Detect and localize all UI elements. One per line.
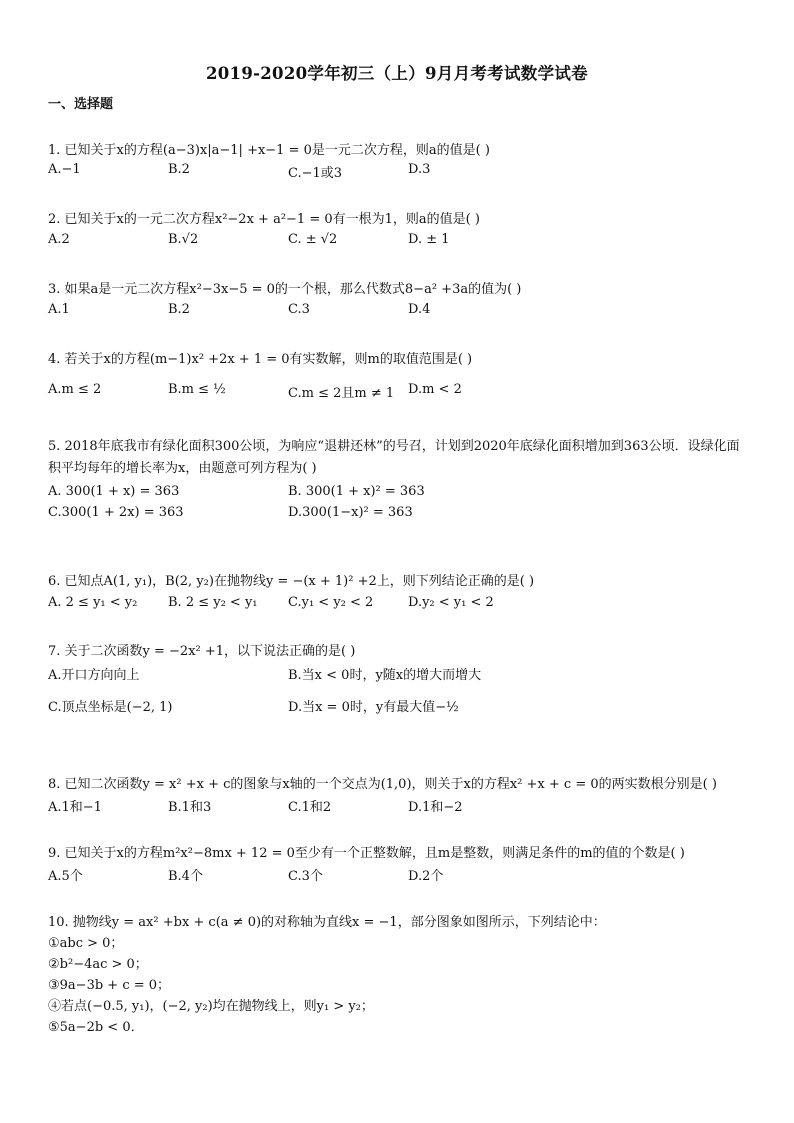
question-8-option-b: B.1和3 bbox=[168, 800, 212, 815]
question-3-option-a: A.1 bbox=[48, 302, 70, 317]
question-5-option-c: C.300(1 + 2x) = 363 bbox=[48, 505, 184, 520]
question-9-option-d: D.2个 bbox=[408, 869, 444, 884]
question-2-option-a: A.2 bbox=[48, 232, 70, 247]
question-8-option-d: D.1和−2 bbox=[408, 800, 463, 815]
question-4-option-c: C.m ≤ 2且m ≠ 1 bbox=[288, 386, 395, 401]
question-7-option-b: B.当x < 0时，y随x的增大而增大 bbox=[288, 668, 482, 683]
question-4-option-d: D.m < 2 bbox=[408, 382, 462, 397]
question-1-option-c: C.−1或3 bbox=[288, 166, 343, 181]
question-10-item-4: ④若点(−0.5, y₁)，(−2, y₂)均在抛物线上，则y₁ > y₂； bbox=[48, 999, 374, 1014]
question-9-option-c: C.3个 bbox=[288, 869, 323, 884]
question-9-option-b: B.4个 bbox=[168, 869, 203, 884]
question-6-option-b: B. 2 ≤ y₂ < y₁ bbox=[168, 595, 258, 610]
question-4-option-a: A.m ≤ 2 bbox=[48, 382, 102, 397]
question-10-item-2: ②b²−4ac > 0； bbox=[48, 957, 148, 972]
question-7-option-c: C.顶点坐标是(−2, 1) bbox=[48, 700, 173, 715]
question-6-option-a: A. 2 ≤ y₁ < y₂ bbox=[48, 595, 138, 610]
section-heading: 一、选择题 bbox=[48, 97, 114, 112]
question-10-item-5: ⑤5a−2b < 0． bbox=[48, 1020, 144, 1035]
question-2-option-b: B.√2 bbox=[168, 232, 199, 247]
question-6-option-c: C.y₁ < y₂ < 2 bbox=[288, 595, 374, 610]
question-3-option-d: D.4 bbox=[408, 302, 431, 317]
question-1-option-d: D.3 bbox=[408, 162, 431, 177]
question-2-option-d: D. ± 1 bbox=[408, 232, 450, 247]
question-7-stem: 7. 关于二次函数y = −2x² +1，以下说法正确的是( ) bbox=[48, 644, 356, 659]
question-1-option-b: B.2 bbox=[168, 162, 190, 177]
question-8-option-c: C.1和2 bbox=[288, 800, 332, 815]
question-5-stem: 5. 2018年底我市有绿化面积300公顷，为响应“退耕还林”的号召，计划到2020年底绿化面积增加到363公顷．设绿化面积平均每年的增长率为x，由题意可列方程为( ) bbox=[48, 439, 740, 476]
question-6-stem: 6. 已知点A(1, y₁)，B(2, y₂)在抛物线y = −(x + 1)² +2上，则下列结论正确的是( ) bbox=[48, 574, 535, 589]
question-7-option-a: A.开口方向向上 bbox=[48, 668, 140, 683]
question-5-option-d: D.300(1−x)² = 363 bbox=[288, 505, 413, 520]
question-8-stem: 8. 已知二次函数y = x² +x + c的图象与x轴的一个交点为(1,0)，则关于x的方程x² +x + c = 0的两实数根分别是( ) bbox=[48, 777, 717, 792]
question-10-item-3: ③9a−3b + c = 0； bbox=[48, 978, 171, 993]
question-2-option-c: C. ± √2 bbox=[288, 232, 338, 247]
question-10-item-1: ①abc > 0； bbox=[48, 936, 124, 951]
question-10-stem: 10. 抛物线y = ax² +bx + c(a ≠ 0)的对称轴为直线x = −1，部分图象如图所示，下列结论中： bbox=[48, 915, 606, 930]
question-5-option-b: B. 300(1 + x)² = 363 bbox=[288, 484, 425, 499]
question-5-option-a: A. 300(1 + x) = 363 bbox=[48, 484, 180, 499]
question-9-stem: 9. 已知关于x的方程m²x²−8mx + 12 = 0至少有一个正整数解，且m是整数，则满足条件的m的值的个数是( ) bbox=[48, 846, 685, 861]
question-4-stem: 4. 若关于x的方程(m−1)x² +2x + 1 = 0有实数解，则m的取值范围是( ) bbox=[48, 352, 473, 367]
page-title: 2019-2020学年初三（上）9月月考考试数学试卷 bbox=[206, 64, 588, 83]
question-7-option-d: D.当x = 0时，y有最大值−½ bbox=[288, 700, 459, 715]
question-6-option-d: D.y₂ < y₁ < 2 bbox=[408, 595, 494, 610]
question-4-option-b: B.m ≤ ½ bbox=[168, 382, 226, 397]
question-3-option-b: B.2 bbox=[168, 302, 190, 317]
question-3-stem: 3. 如果a是一元二次方程x²−3x−5 = 0的一个根，那么代数式8−a² +3a的值为( ) bbox=[48, 282, 522, 297]
question-3-option-c: C.3 bbox=[288, 302, 310, 317]
question-8-option-a: A.1和−1 bbox=[48, 800, 102, 815]
question-2-stem: 2. 已知关于x的一元二次方程x²−2x + a²−1 = 0有一根为1，则a的值是( ) bbox=[48, 212, 480, 227]
question-1-stem: 1. 已知关于x的方程(a−3)x|a−1| +x−1 = 0是一元二次方程，则a的值是( ) bbox=[48, 143, 490, 158]
question-1-option-a: A.−1 bbox=[48, 162, 81, 177]
question-9-option-a: A.5个 bbox=[48, 869, 83, 884]
